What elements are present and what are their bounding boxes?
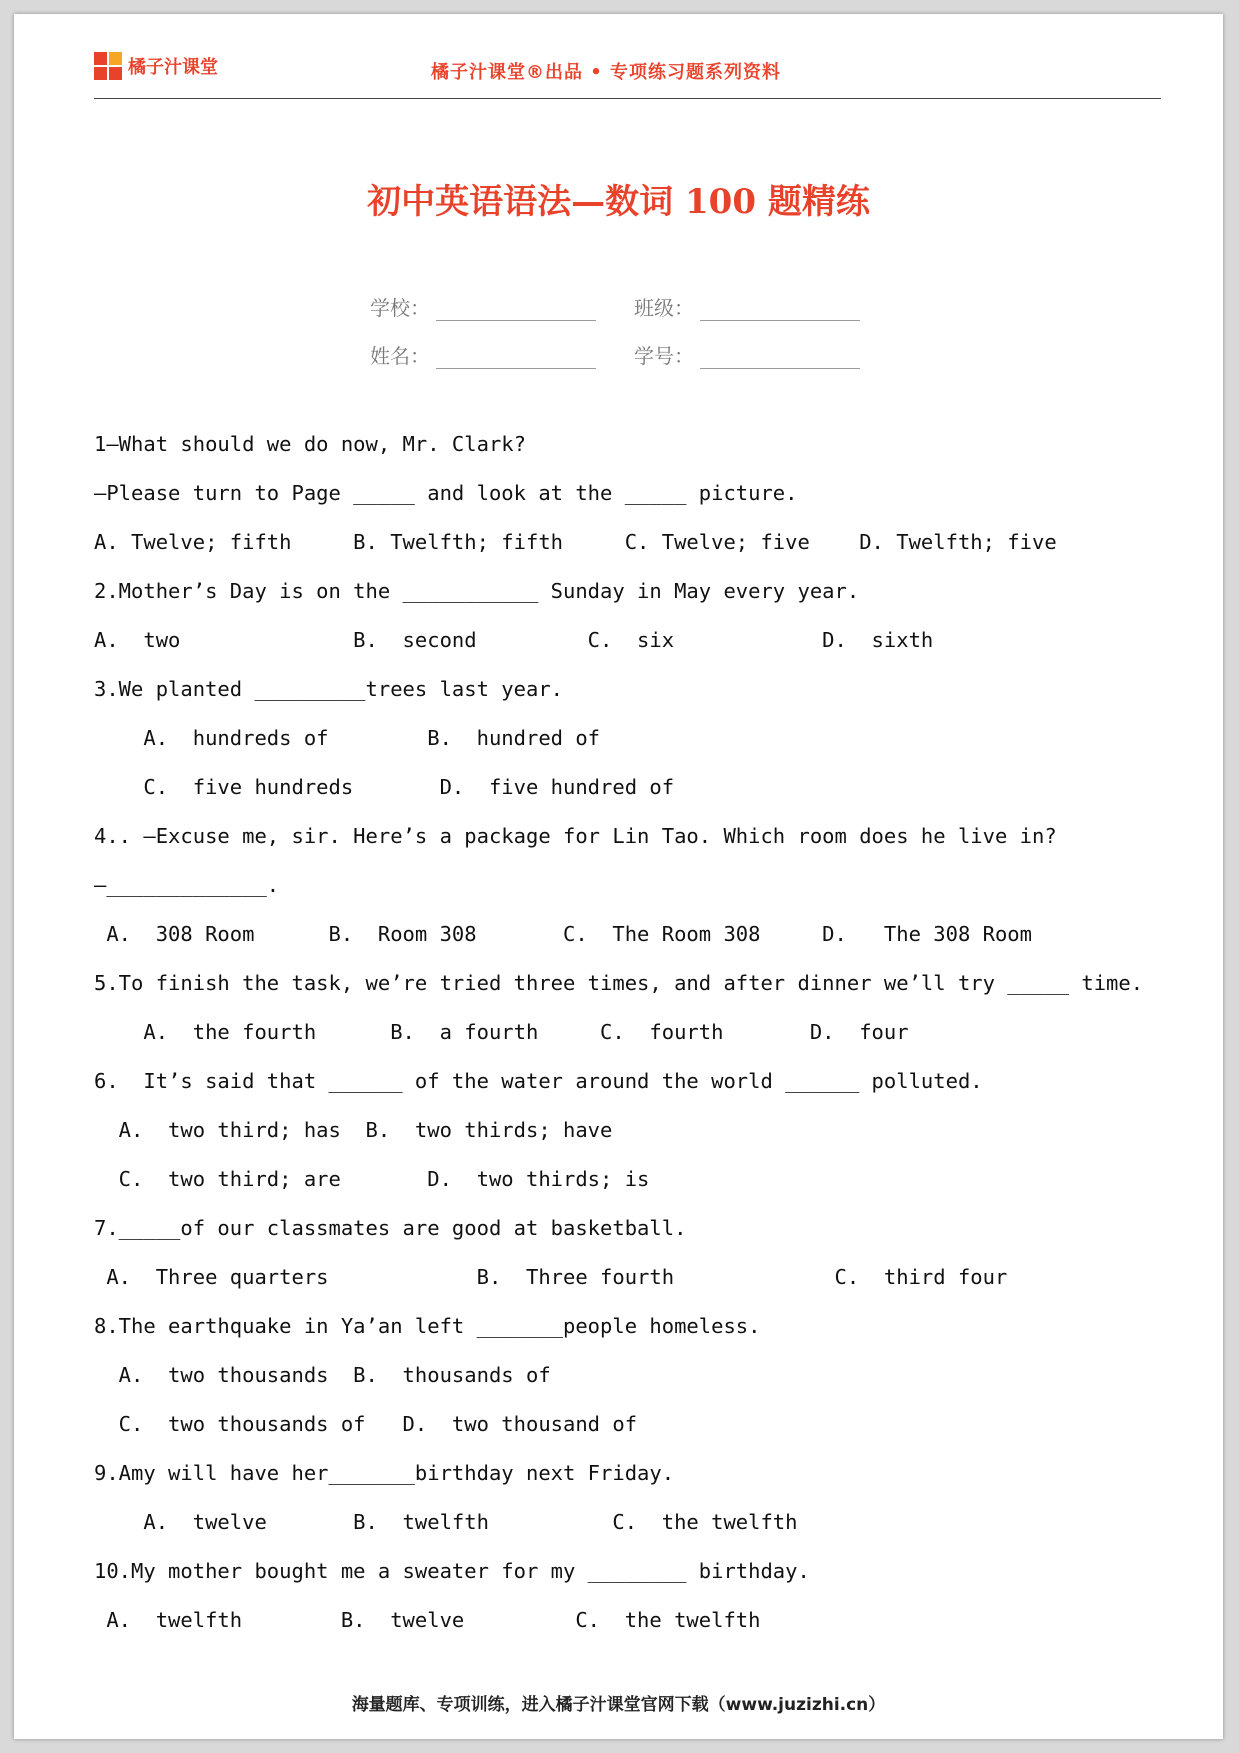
question-line: 7._____of our classmates are good at basketball. bbox=[94, 1216, 687, 1240]
class-field bbox=[634, 292, 860, 321]
question-line: 10.My mother bought me a sweater for my ________ birthday. bbox=[94, 1559, 810, 1583]
answer-options: C. five hundreds D. five hundred of bbox=[94, 775, 675, 799]
answer-options: A. hundreds of B. hundred of bbox=[94, 726, 601, 750]
page-footer: 海量题库、专项训练，进入橘子汁课堂官网下载（www.juzizhi.cn） bbox=[351, 1695, 886, 1715]
question-line: 5.To finish the task, we’re tried three times, and after dinner we’ll try _____ time. bbox=[94, 971, 1144, 995]
question-line: —Please turn to Page _____ and look at the _____ picture. bbox=[94, 481, 798, 505]
answer-options: A. two B. second C. six D. sixth bbox=[94, 628, 934, 652]
answer-options: A. two third; has B. two thirds; have bbox=[94, 1118, 613, 1142]
answer-options: A. Three quarters B. Three fourth C. third four bbox=[94, 1265, 1008, 1289]
class-label: 班级： bbox=[634, 296, 694, 320]
question-line: 9.Amy will have her_______birthday next Friday. bbox=[94, 1461, 675, 1485]
logo-text: 橘子汁课堂 bbox=[128, 57, 218, 78]
answer-options: A. Twelve; fifth B. Twelfth; fifth C. Twelve; five D. Twelfth; five bbox=[94, 530, 1057, 554]
page-header bbox=[94, 42, 1161, 99]
question-line: 8.The earthquake in Ya’an left _______people homeless. bbox=[94, 1314, 761, 1338]
school-blank[interactable] bbox=[436, 298, 596, 321]
name-label: 姓名： bbox=[370, 344, 430, 368]
school-label: 学校： bbox=[370, 296, 430, 320]
document-page bbox=[14, 14, 1223, 1739]
question-line: 4.. —Excuse me, sir. Here’s a package for Lin Tao. Which room does he live in? bbox=[94, 824, 1057, 848]
question-line: 3.We planted _________trees last year. bbox=[94, 677, 563, 701]
school-field bbox=[370, 292, 596, 321]
answer-options: C. two thousands of D. two thousand of bbox=[94, 1412, 638, 1436]
question-line: 6. It’s said that ______ of the water around the world ______ polluted. bbox=[94, 1069, 983, 1093]
answer-options: C. two third; are D. two thirds; is bbox=[94, 1167, 650, 1191]
question-line: 1—What should we do now, Mr. Clark? bbox=[94, 432, 526, 456]
name-field bbox=[370, 340, 596, 369]
brand-logo bbox=[94, 52, 218, 80]
logo-icon bbox=[94, 52, 122, 80]
question-line: —_____________. bbox=[94, 873, 280, 897]
answer-options: A. twelve B. twelfth C. the twelfth bbox=[94, 1510, 798, 1534]
answer-options: A. the fourth B. a fourth C. fourth D. four bbox=[94, 1020, 909, 1044]
class-blank[interactable] bbox=[700, 298, 860, 321]
student-no-blank[interactable] bbox=[700, 346, 860, 369]
question-line: 2.Mother’s Day is on the ___________ Sunday in May every year. bbox=[94, 579, 860, 603]
name-blank[interactable] bbox=[436, 346, 596, 369]
document-title: 初中英语语法—数词 100 题精练 bbox=[367, 182, 870, 222]
header-title: 橘子汁课堂®出品 • 专项练习题系列资料 bbox=[431, 62, 782, 83]
answer-options: A. two thousands B. thousands of bbox=[94, 1363, 551, 1387]
answer-options: A. twelfth B. twelve C. the twelfth bbox=[94, 1608, 761, 1632]
student-no-label: 学号： bbox=[634, 344, 694, 368]
student-no-field bbox=[634, 340, 860, 369]
answer-options: A. 308 Room B. Room 308 C. The Room 308 D. The 308 Room bbox=[94, 922, 1032, 946]
